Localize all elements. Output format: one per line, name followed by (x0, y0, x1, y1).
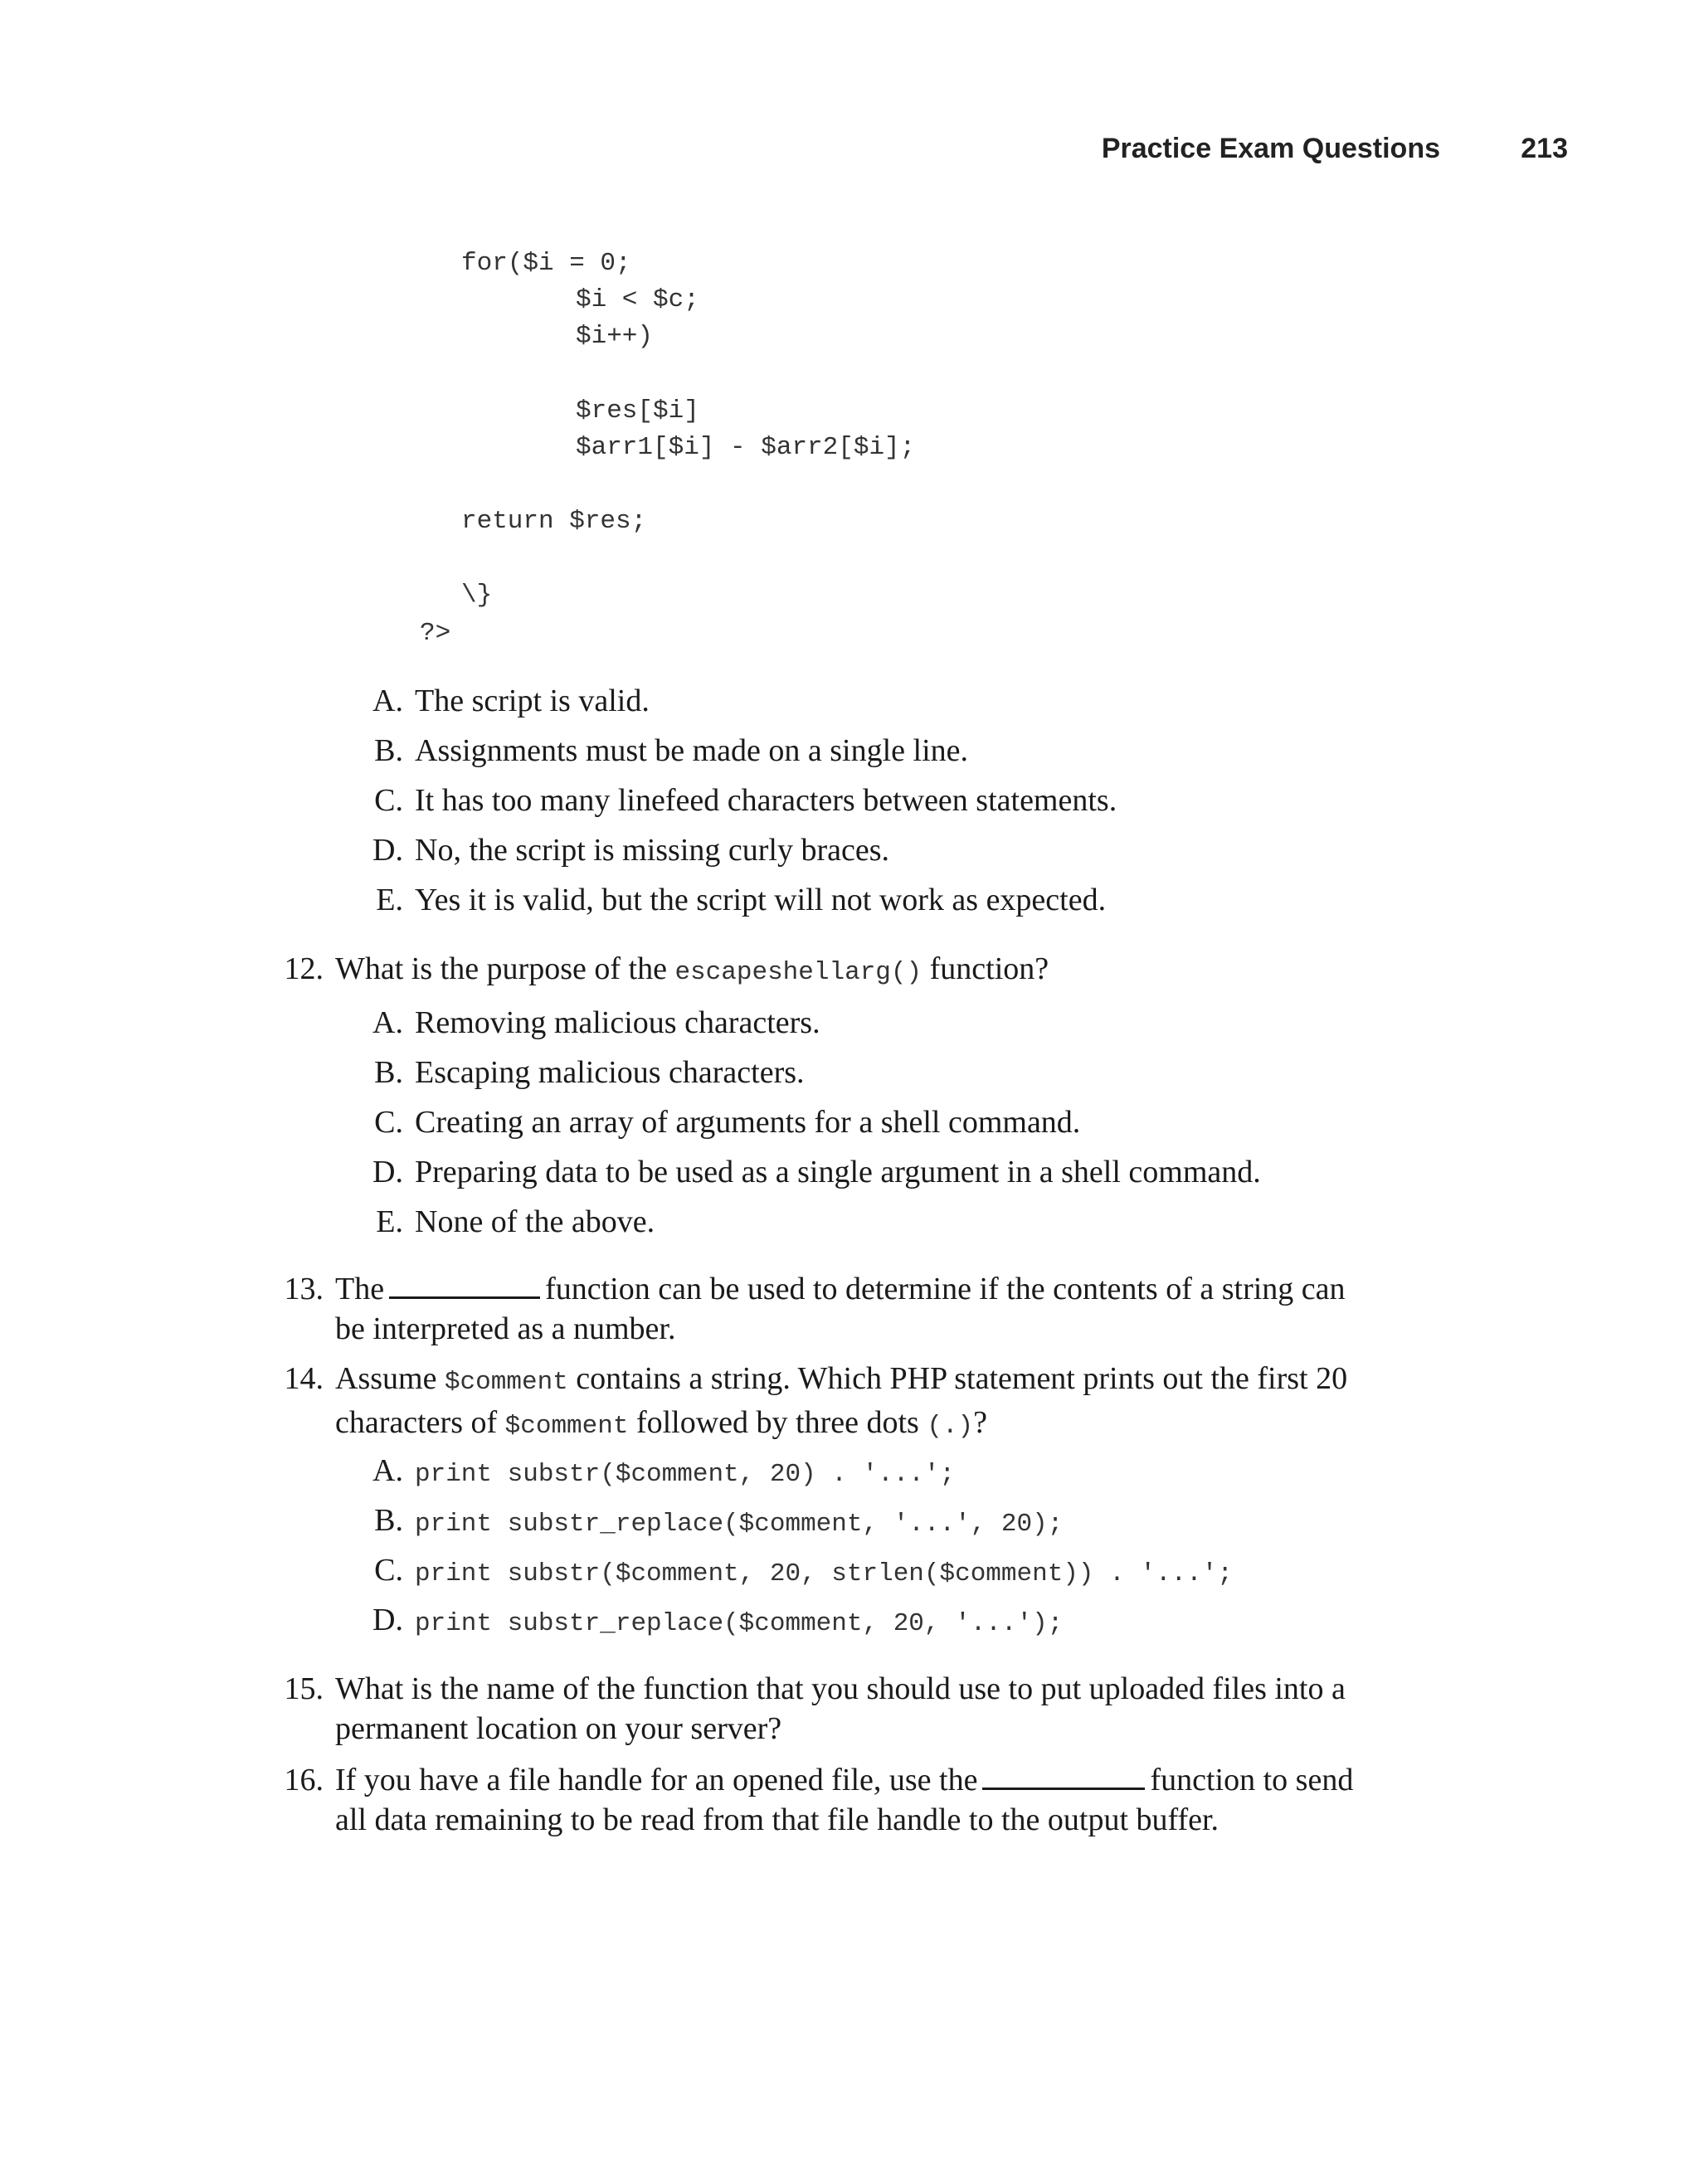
question-16-line-2: all data remaining to be read from that file handle to the output buffer. (335, 1802, 1219, 1837)
answer-option: D. No, the script is missing curly braces. (372, 833, 890, 868)
answer-option: E. Yes it is valid, but the script will not work as expected. (376, 883, 1107, 917)
question-15-line-1: What is the name of the function that you should use to put uploaded files into a (335, 1671, 1346, 1706)
question-16-line-1: If you have a file handle for an opened file, use the function to send (335, 1763, 1354, 1797)
question-14-line-1: Assume $comment contains a string. Which PHP statement prints out the first 20 (335, 1361, 1348, 1397)
page-number: 213 (1521, 133, 1568, 164)
answer-option: C. It has too many linefeed characters between statements. (374, 783, 1117, 818)
code-line: $i++) (576, 322, 654, 351)
answer-option: A. The script is valid. (372, 683, 650, 718)
question-12: 12. What is the purpose of the escapeshellarg() function? (284, 951, 1049, 987)
answer-option: B. Assignments must be made on a single line. (374, 733, 969, 768)
inline-code: (.) (927, 1412, 974, 1441)
answer-option: D. Preparing data to be used as a single argument in a shell command. (372, 1155, 1261, 1189)
inline-code: $comment (504, 1412, 629, 1441)
running-header-title: Practice Exam Questions (1101, 133, 1440, 164)
inline-code: $comment (444, 1368, 568, 1397)
answer-option: C. Creating an array of arguments for a shell command. (374, 1105, 1081, 1140)
code-line: $i < $c; (576, 285, 699, 314)
page-header (0, 133, 1699, 182)
question-15: 15. What is the name of the function that you should use to put uploaded files into a permanent location on your server? (335, 1669, 1439, 1749)
code-line: for($i = 0; (461, 249, 631, 278)
question-13-line-2: be interpreted as a number. (335, 1311, 676, 1346)
question-14-line-2: characters of $comment followed by three dots (.)? (335, 1405, 988, 1441)
fill-in-blank (389, 1272, 540, 1299)
answer-option: E. None of the above. (376, 1204, 655, 1239)
question-14: 14. Assume $comment contains a string. Which PHP statement prints out the first 20 characters of $comment followed by three dots (.)? (335, 1359, 1430, 1447)
question-15-line-2: permanent location on your server? (335, 1711, 782, 1746)
answer-option: A. Removing malicious characters. (372, 1005, 820, 1040)
code-line: $res[$i] (576, 396, 699, 426)
question-13: 13. The function can be used to determine if the contents of a string can be interpreted as a number. (335, 1269, 1430, 1349)
fill-in-blank (982, 1763, 1145, 1790)
code-line: $arr1[$i] - $arr2[$i]; (576, 433, 916, 462)
code-line: ?> (420, 619, 451, 648)
answer-option: D. print substr_replace($comment, 20, '...'); (372, 1603, 1064, 1638)
answer-option: A. print substr($comment, 20) . '...'; (372, 1453, 956, 1489)
answer-option: C. print substr($comment, 20, strlen($comment)) . '...'; (374, 1553, 1233, 1588)
answer-option: B. print substr_replace($comment, '...', 20); (374, 1503, 1064, 1539)
code-line: return $res; (461, 507, 647, 536)
inline-code: escapeshellarg() (674, 958, 923, 987)
code-line: \} (461, 581, 493, 610)
question-16: 16. If you have a file handle for an opened file, use the function to send all data remaining to be read from that file handle to the output buffer. (335, 1760, 1439, 1840)
answer-option: B. Escaping malicious characters. (374, 1055, 805, 1090)
question-13-line-1: The function can be used to determine if the contents of a string can (335, 1272, 1346, 1306)
